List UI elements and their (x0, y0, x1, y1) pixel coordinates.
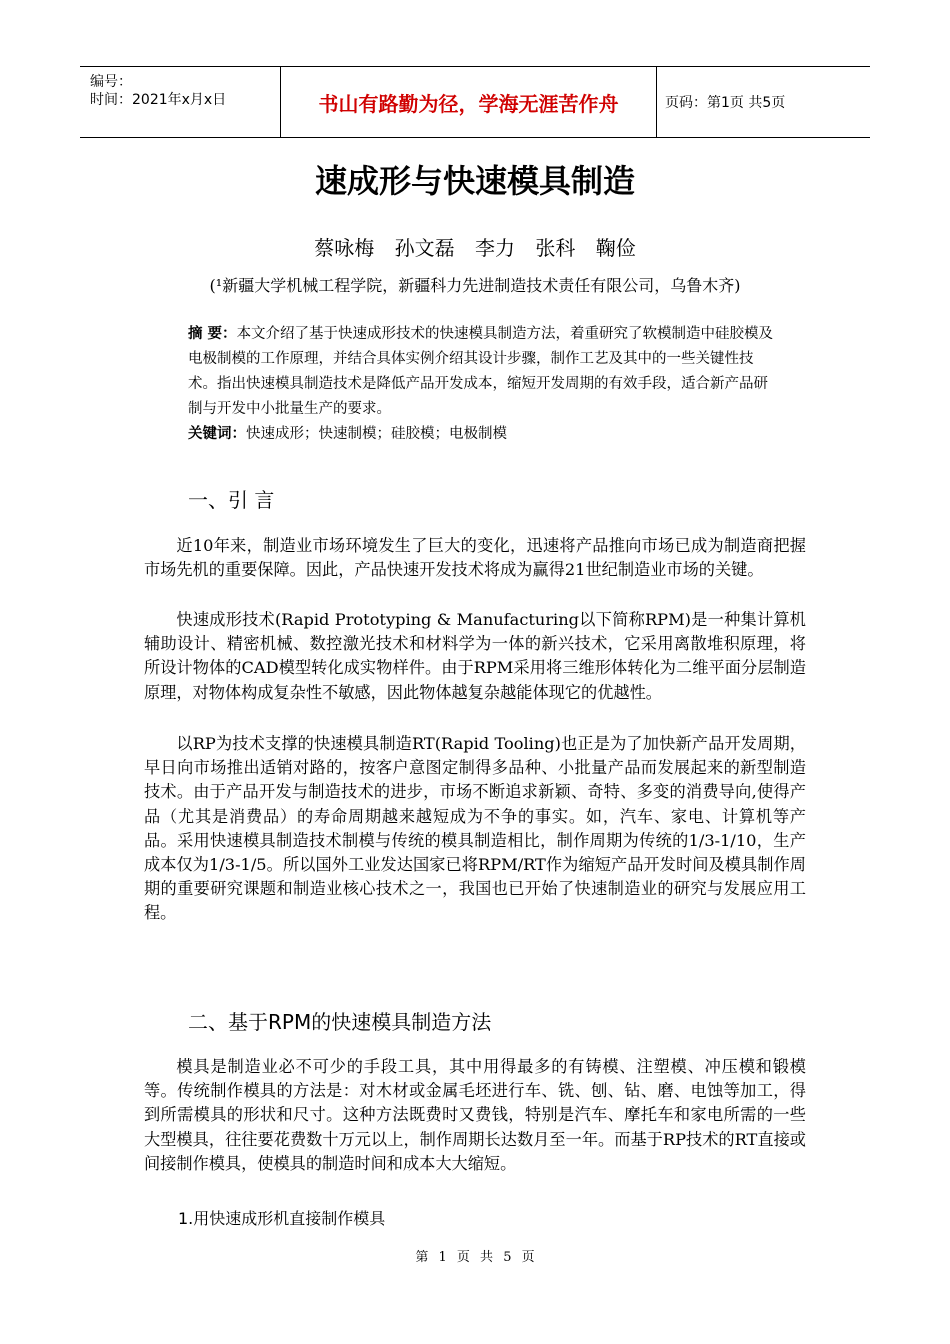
paragraph-methods-1: 模具是制造业必不可少的手段工具，其中用得最多的有铸模、注塑模、冲压模和锻模等。传统制作模具的方法是：对木材或金属毛坯进行车、铣、刨、钻、磨、电蚀等加工，得到所需模具的形状和尺寸。这种方法既费时又费钱，特别是汽车、摩托车和家电所需的一些大型模具，往往要花费数十万元以上，制作周期长达数月至一年。而基于RP技术的RT直接或间接制作模具，使模具的制造时间和成本大大缩短。 (144, 1057, 806, 1173)
header-page-info: 页码：第1页 共5页 (665, 95, 786, 111)
paragraph-intro-3: 以RP为技术支撑的快速模具制造RT(Rapid Tooling)也正是为了加快新产品开发周期，早日向市场推出适销对路的，按客户意图定制得多品种、小批量产品而发展起来的新型制造技术。由于产品开发与制造技术的进步，市场不断追求新颖、奇特、多变的消费导向,使得产品（尤其是消费品）的寿命周期越来越短成为不争的事实。如，汽车、家电、计算机等产品。采用快速模具制造技术制模与传统的模具制造相比，制作周期为传统的1/3-1/10，生产成本仅为1/3-1/5。所以国外工业发达国家已将RPM/RT作为缩短产品开发时间及模具制作周期的重要研究课题和制造业核心技术之一，我国也已开始了快速制造业的研究与发展应用工程。 (144, 734, 806, 923)
abstract-label: 摘 要： (188, 326, 237, 342)
affiliation: (¹新疆大学机械工程学院，新疆科力先进制造技术责任有限公司，乌鲁木齐) (209, 276, 741, 295)
section-heading-intro: 一、引 言 (188, 488, 275, 512)
abstract (188, 322, 778, 422)
paragraph-intro-1: 近10年来，制造业市场环境发生了巨大的变化，迅速将产品推向市场已成为制造商把握市场先机的重要保障。因此，产品快速开发技术将成为赢得21世纪制造业市场的关键。 (144, 536, 806, 580)
keywords-text: 快速成形；快速制模；硅胶模；电极制模 (246, 426, 507, 442)
section-heading-methods: 二、基于RPM的快速模具制造方法 (188, 1010, 492, 1034)
document-title: 速成形与快速模具制造 (314, 162, 635, 200)
subsection-heading: 1.用快速成形机直接制作模具 (178, 1209, 386, 1228)
keywords (188, 422, 778, 447)
keywords-label: 关键词： (188, 426, 246, 442)
paragraph-intro-2: 快速成形技术(Rapid Prototyping & Manufacturing以下简称RPM)是一种集计算机辅助设计、精密机械、数控激光技术和材料学为一体的新兴技术，它采用离散堆积原理，将所设计物体的CAD模型转化成实物样件。由于RPM采用将三维形体转化为二维平面分层制造原理，对物体构成复杂性不敏感，因此物体越复杂越能体现它的优越性。 (144, 610, 806, 702)
page-footer: 第 1 页 共 5 页 (415, 1250, 535, 1265)
serial-label: 编号： (90, 74, 132, 90)
header-meta (80, 67, 280, 137)
header-motto: 书山有路勤为径，学海无涯苦作舟 (280, 67, 657, 137)
abstract-text: 本文介绍了基于快速成形技术的快速模具制造方法，着重研究了软模制造中硅胶模及电极制模的工作原理，并结合具体实例介绍其设计步骤，制作工艺及其中的一些关键性技术。指出快速模具制造技术是降低产品开发成本，缩短开发周期的有效手段，适合新产品研制与开发中小批量生产的要求。 (188, 326, 774, 417)
authors: 蔡咏梅 孙文磊 李力 张科 鞠俭 (314, 236, 636, 260)
time-label: 时间：2021年x月x日 (90, 92, 227, 108)
page-header (80, 66, 870, 138)
